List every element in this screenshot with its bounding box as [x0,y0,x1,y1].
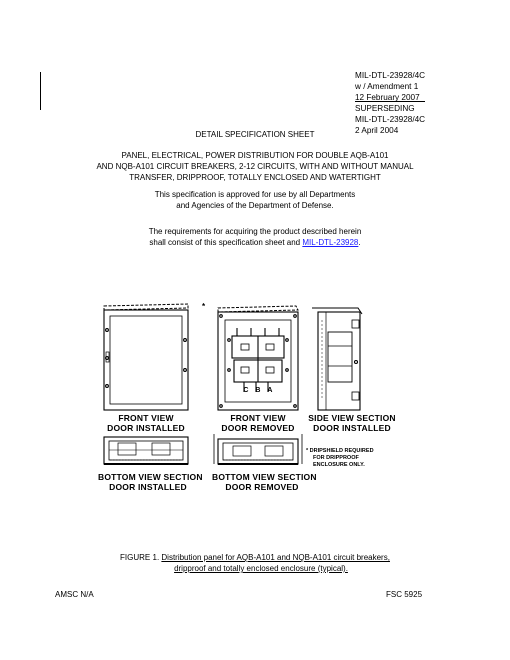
title-line-3: TRANSFER, DRIPPROOF, TOTALLY ENCLOSED AND WATERTIGHT [129,173,381,182]
superseded-number: MIL-DTL-23928/4C [355,115,426,124]
label-front-view-removed: FRONT VIEW [230,413,286,423]
breaker-label-a: A [267,387,273,394]
superseding-label: SUPERSEDING [355,104,415,113]
label-door-removed-1: DOOR REMOVED [221,423,295,433]
superseded-date: 2 April 2004 [355,126,399,135]
figure-caption-line-2 [0,563,510,574]
label-door-installed-2: DOOR INSTALLED [313,423,391,433]
requirements-line-1: The requirements for acquiring the product described herein [148,227,362,236]
doc-number: MIL-DTL-23928/4C [355,71,426,80]
note-line-2: FOR DRIPPROOF [313,455,359,461]
title-line-1: PANEL, ELECTRICAL, POWER DISTRIBUTION FOR DOUBLE AQB-A101 [121,151,389,160]
label-door-installed-3: DOOR INSTALLED [109,482,187,492]
bottom-view-door-installed [104,437,188,464]
approval-line-2: and Agencies of the Department of Defense. [176,201,334,210]
footer-amsc: AMSC N/A [55,590,94,599]
figure-caption-text-2: dripproof and totally enclosed enclosure (typical). [174,564,348,573]
label-front-view-installed: FRONT VIEW [118,413,174,423]
side-view-section [312,308,362,410]
amendment-date-rule [355,101,425,102]
bottom-view-door-removed [214,434,302,464]
requirements-line-2 [0,237,510,248]
sheet-title: DETAIL SPECIFICATION SHEET [195,130,315,139]
label-side-view-section: SIDE VIEW SECTION [308,413,396,423]
figure-caption-text-1: Distribution panel for AQB-A101 and NQB-A101 circuit breakers, [161,553,390,562]
dripshield-asterisk: * [202,302,206,311]
distribution-panel-drawing [90,300,410,500]
label-door-removed-2: DOOR REMOVED [225,482,299,492]
requirements-prefix: shall consist of this specification sheet and [149,238,303,247]
amendment-date: 12 February 2007 [355,93,420,102]
breaker-label-b: B [255,387,261,394]
amendment: w / Amendment 1 [355,82,419,91]
spec-link[interactable]: MIL-DTL-23928 [302,238,359,247]
label-door-installed-1: DOOR INSTALLED [107,423,185,433]
label-bottom-view-installed: BOTTOM VIEW SECTION [98,472,203,482]
note-line-1: * DRIPSHIELD REQUIRED [306,448,374,454]
front-view-door-installed [104,304,188,410]
change-bar [40,72,41,110]
note-line-3: ENCLOSURE ONLY. [313,462,365,468]
figure-caption-prefix: FIGURE 1. [120,553,162,562]
requirements-suffix: . [358,238,361,247]
label-bottom-view-removed: BOTTOM VIEW SECTION [212,472,317,482]
title-line-2: AND NQB-A101 CIRCUIT BREAKERS, 2-12 CIRCUITS, WITH AND WITHOUT MANUAL [96,162,414,171]
footer-fsc: FSC 5925 [386,590,423,599]
figure-caption-line-1 [0,552,510,563]
approval-line-1: This specification is approved for use by all Departments [154,190,356,199]
breaker-label-c: C [243,387,249,394]
